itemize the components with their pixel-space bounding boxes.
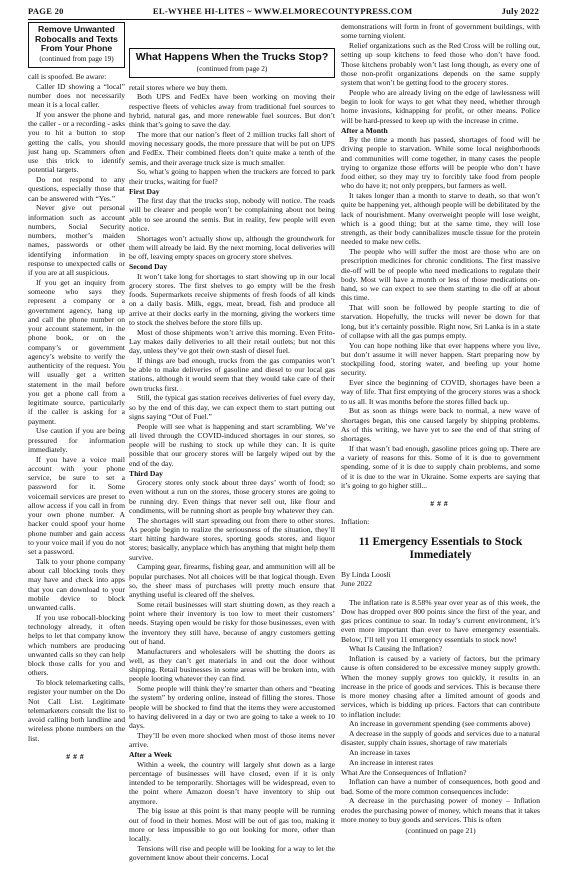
paragraph: Relief organizations such as the Red Cross will be rolling out, setting up soup kitchens to feed those who don’t have food. Those kitchens probably won’t last long though, as every one of those non-profit organizations depends on the same supply system that won’t be getting food to the grocery stores. (341, 41, 540, 87)
page-number: PAGE 20 (28, 6, 64, 16)
paragraph: Tensions will rise and people will be looking for a way to let the government know about their concerns. Local (129, 843, 335, 863)
paragraph: Shortages won’t actually show up, although the groundwork for them will already be laid. By the next morning, local deliveries will be off, leaving empty spaces on grocery store shelves. (129, 233, 335, 262)
paragraph: Within a week, the country will largely shut down as a large percentage of businesses will have closed, even if it is only intended to be temporarily. Shortages will be widespread, even to the point where Amazon doesn’t have inventory to ship out anymore. (129, 759, 335, 806)
paragraph: So, what’s going to happen when the truckers are forced to park their trucks, waiting for fuel? (129, 167, 335, 186)
left-article-end-mark: ### (66, 751, 87, 761)
masthead: EL-WYHEE HI-LITES ~ WWW.ELMORECOUNTYPRESS.COM (152, 6, 413, 16)
paragraph: Still, the typical gas station receives deliveries of fuel every day, so by the end of this day, we can expect them to start putting out signs saying “Out of Fuel.” (129, 393, 335, 421)
right-article-end-mark: ### (430, 499, 451, 508)
right-column (341, 22, 540, 841)
paragraph: An increase in interest rates (349, 757, 434, 767)
right-article-body (341, 22, 540, 490)
inflation-article-title: 11 Emergency Essentials to Stock Immediately (358, 535, 523, 562)
left-article-continued: (continued from page 19) (39, 53, 114, 63)
section-heading: First Day (129, 186, 160, 196)
paragraph: The more that our nation’s fleet of 2 million trucks fall short of moving necessary goods, the more pressure that will be put on UPS and FedEx. Their combined fleets don’t quite make a tenth of the semis, and their average truck size is much smaller. (129, 129, 335, 167)
paragraph: The people who will suffer the most are those who are on prescription medicines for chronic conditions. The first massive die-off will be of people who need medications to regulate their body. Most will have a month or less of those medications on-hand, so we can expect to see them starting to die off at about this time. (341, 247, 540, 303)
paragraph: A decrease in the supply of goods and services due to a natural disaster, supply chain issues, shortage of raw materials (341, 729, 540, 748)
paragraph: The first day that the trucks stop, nobody will notice. The roads will be clearer and people won’t be complaining about not being able to see around the semis. But in reality, few people will even notice. (129, 196, 335, 233)
left-article-body (28, 72, 125, 743)
paragraph: demonstrations will form in front of government buildings, with some turning violent. (341, 22, 540, 41)
paragraph: By the time a month has passed, shortages of food will be driving people to starvation. While some local neighborhoods and communities will come together, in many cases the people trying to organize those efforts will be people who don’t have food either, so they may try to forcibly take food from people who do have it; not only preppers, but farmers as well. (341, 135, 540, 191)
paragraph: The big issue at this point is that many people will be running out of food in their homes. Most will be out of gas too, making it more or less impossible to go out looking for more, other than locally. (129, 806, 335, 844)
inflation-article-body (341, 598, 540, 825)
paragraph: Most of those shipments won’t arrive this morning. Even Frito-Lay makes daily deliveries to all their retail outlets; but not this day, unless they’ve got their own stash of diesel fuel. (129, 327, 335, 356)
paragraph: That will soon be followed by people starting to die of starvation. Hopefully, the trucks will never be down for that long, but it’s certainly possible. Right now, Sri Lanka is in a state of collapse with all the gas pumps empty. (341, 303, 540, 340)
issue-date: July 2022 (501, 6, 539, 16)
middle-column (129, 22, 335, 863)
paragraph: If things are bad enough, trucks from the gas companies won’t be able to make deliveries of gasoline and diesel to our local gas stations, although it would seem that they would take care of their own trucks first. (129, 355, 335, 393)
page-header (28, 4, 539, 18)
paragraph: An increase in taxes (349, 748, 411, 758)
paragraph: If you use robocall-blocking technology already, it often helps to let that company know which numbers are producing unwanted calls so they can help block those calls for you and others. (28, 612, 125, 678)
paragraph: You can hope nothing like that ever happens where you live, but don’t assume it will never happen. Start preparing now by stockpiling food, storing water, and beefing up your home security. (341, 340, 540, 378)
left-article-headline-box (28, 22, 125, 68)
paragraph: Both UPS and FedEx have been working on moving their respective fleets of vehicles away from traditional fuel sources to hybrid, natural gas, and more renewable fuel sources. But don’t think that’s going to save the day. (129, 92, 335, 130)
paragraph: To block telemarketing calls, register your number on the Do Not Call List. Legitimate telemarketers consult the list to avoid calling both landline and wireless phone numbers on the list. (28, 678, 125, 743)
paragraph: Some people will think they’re smarter than others and “beating the system” by ordering online, instead of filling the stores. Those people will be shocked to find that the items they were accustomed to having delivered in a day or two are going to take a week to 10 days. (129, 684, 335, 731)
paragraph: A decrease in the purchasing power of money – Inflation erodes the purchasing power of money, which means that it takes more money to buy goods and services. This is often (341, 796, 540, 824)
paragraph: Camping gear, firearms, fishing gear, and ammunition will all be popular purchases. Not all choices will be that logical though. Even so, the sheer mass of purchases will pretty much ensure that anything useful is cleared off the shelves. (129, 562, 335, 600)
middle-article-body (129, 83, 335, 863)
paragraph: If you get an inquiry from someone who says they represent a company or a government agency, hang up and call the phone number on your account statement, in the phone book, or on the company’s or government agency’s website to verify the authenticity of the request. You will usually get a written statement in the mail before you get a phone call from a legitimate source, particularly if the caller is asking for a payment. (28, 277, 125, 426)
section-heading: Second Day (129, 262, 168, 272)
paragraph: Talk to your phone company about call blocking tools they may have and check into apps that you can download to your mobile device to block unwanted calls. (28, 556, 125, 613)
paragraph: People who are already living on the edge of lawlessness will begin to look for ways to get what they need, whether through home invasions, kidnapping for profit, or other means. Police will be hard-pressed to keep up with the increase in crime. (341, 87, 540, 125)
byline-date: June 2022 (341, 579, 373, 589)
inflation-byline (341, 570, 540, 589)
paragraph: retail stores where we buy them. (129, 82, 228, 92)
byline-author: By Linda Loosli (341, 569, 391, 579)
continued-on-label: (continued on page 21) (405, 826, 476, 836)
paragraph: Inflation is caused by a variety of factors, but the primary cause is often considered to be excessive money supply growth. When the money supply grows too quickly, it results in an increase in the price of goods and services. This is because there is more money chasing after a limited amount of goods and services, which is bidding up prices. Factors that can contribute to inflation include: (341, 654, 540, 719)
middle-article-headline-box (129, 48, 335, 78)
paragraph: People will see what is happening and start scrambling. We’ve all lived through the COVID-induced shortages in our stores, so people will be rushing to stock up while they can. It is quite possible that our grocery stores will be largely wiped out by the end of the day. (129, 421, 335, 468)
paragraph: Grocery stores only stock about three days’ worth of food; so even without a run on the stores, those grocery stores are going to be running dry. Even things that never sell out, like flour and condiments, will be running short as people buy whatever they can. (129, 478, 335, 515)
paragraph: If that wasn’t bad enough, gasoline prices going up. There are a variety of reasons for this. Some of it is due to government spending, some of it is due to supply chain problems, and some of it is due to the war in Ukraine. Some experts are saying that it’s going to go higher still... (341, 443, 540, 490)
paragraph: It takes longer than a month to starve to death, so that won’t quite be happening yet, although people will be debilitated by the lack of nourishment. Many overweight people will lose weight, which is a good thing; but at the same time, they will lose strength, as their body cannibalizes muscle tissue for the protein needed to make new cells. (341, 191, 540, 247)
paragraph: Caller ID showing a “local” number does not necessarily mean it is a local caller. (28, 81, 125, 110)
section-heading: Third Day (129, 468, 163, 478)
inflation-article (341, 517, 540, 835)
header-rule (28, 19, 539, 20)
inflation-kicker: Inflation: (341, 517, 370, 527)
paragraph: Manufacturers and wholesalers will be shutting the doors as well, as they can’t get materials in and out the door without shipping. Retail businesses in some areas will be broken into, with people looting whatever they can find. (129, 646, 335, 684)
paragraph: It won’t take long for shortages to start showing up in our local grocery stores. The first shelves to go empty will be the fresh foods. Supermarkets receive shipments of fresh foods of all kinds on a daily basis. Milk, eggs, meat, bread, fish and produce all arrive at their docks early in the morning, giving the workers time to stock the shelves before the store fills up. (129, 271, 335, 327)
left-article-title: Remove Unwanted Robocalls and Texts From Your Phone (35, 24, 118, 54)
paragraph: Never give out personal information such as account numbers, Social Security numbers, mother’s maiden names, passwords or other identifying information in response to unexpected calls or if you are at all suspicious. (28, 203, 125, 278)
paragraph: What Are the Consequences of Inflation? (341, 767, 467, 777)
paragraph: The shortages will start spreading out from there to other stores. As people begin to realize the seriousness of the situation, they’ll start hitting hardware stores, sporting goods stores, and liquor stores; basically, anyplace which has anything that might help them survive. (129, 515, 335, 562)
paragraph: The inflation rate is 8.58% year over year as of this week, the Dow has dropped over 800 points since the first of the year, and gas prices continue to soar. In today’s current environment, it’s even more important than ever to have emergency essentials. Below, I’ll tell you 11 emergency essentials to stock now! (341, 597, 540, 644)
left-column (28, 22, 125, 841)
paragraph: They’ll be even more shocked when most of those items never arrive. (129, 730, 335, 750)
paragraph: An increase in government spending (see comments above) (349, 719, 531, 729)
paragraph: Ever since the beginning of COVID, shortages have been a way of life. That first emptying of the grocery stores was a shock to us all. It was months before the stores filled back up. (341, 378, 540, 406)
paragraph: Some retail businesses will start shutting down, as they reach a point where their inventory is too low to meet their customers’ needs. Staying open would be risky for those businesses, even with the inventory they still have, because of angry customers getting out of hand. (129, 599, 335, 646)
paragraph: Do not respond to any questions, especially those that can be answered with “Yes.” (28, 175, 125, 203)
paragraph: But as soon as things were back to normal, a new wave of shortages began, this one caused largely by shipping problems. As of this writing, we have yet to see the end of that string of shortages. (341, 406, 540, 443)
middle-article-title: What Happens When the Trucks Stop? (135, 51, 329, 63)
paragraph: If you have a voice mail account with your phone service, be sure to set a password for it. Some voicemail services are preset to allow access if you call in from your own phone number. A hacker could spoof your home phone number and gain access to your voice mail if you do not set a password. (28, 454, 125, 557)
section-heading: After a Month (341, 125, 388, 135)
middle-article-continued: (continued from page 2) (196, 63, 268, 73)
paragraph: If you answer the phone and the caller - or a recording - asks you to hit a button to stop getting the calls, you should just hang up. Scammers often use this trick to identify potential targets. (28, 109, 125, 175)
section-heading: After a Week (129, 750, 172, 760)
paragraph: What Is Causing the Inflation? (349, 644, 443, 654)
paragraph: call is spoofed. Be aware: (28, 71, 107, 81)
paragraph: Inflation can have a number of consequences, both good and bad. Some of the more common consequences include: (341, 777, 540, 796)
paragraph: Use caution if you are being pressured for information immediately. (28, 426, 125, 454)
